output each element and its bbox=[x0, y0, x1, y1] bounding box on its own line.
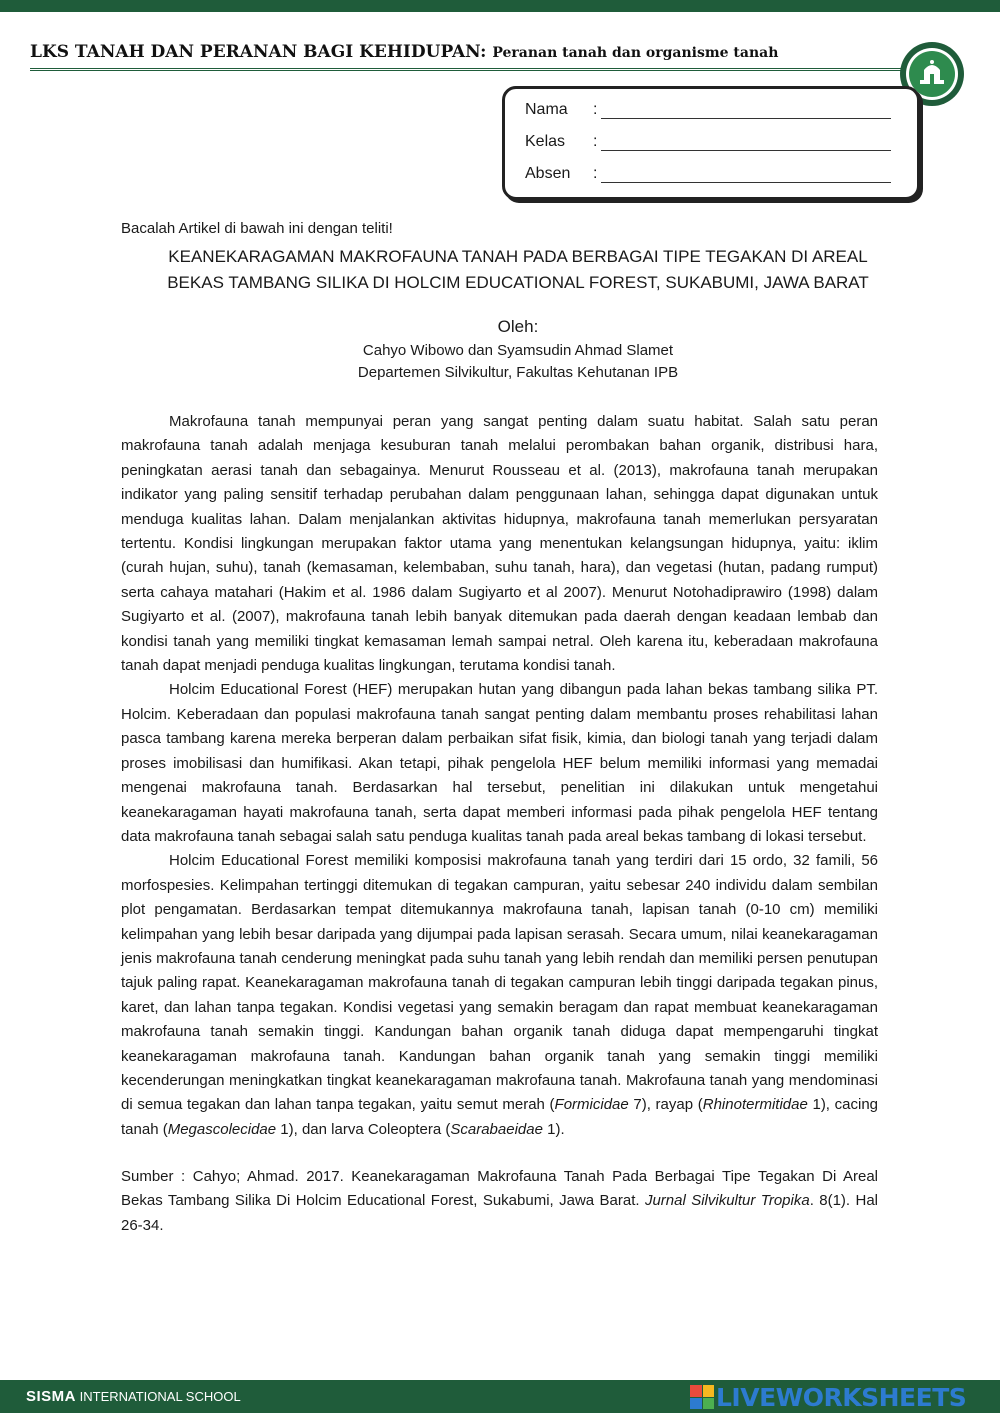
worksheet-title-main: LKS TANAH DAN PERANAN BAGI KEHIDUPAN: bbox=[30, 42, 487, 62]
taxon-name: Scarabaeidae bbox=[450, 1120, 543, 1138]
paragraph-3-text: Holcim Educational Forest memiliki komposisi makrofauna tanah yang terdiri dari 15 ordo, 32 famili, 56 morfospesies. Kelimpahan tertinggi ditemukan di tegakan campuran, yaitu sebesar 240 individu dalam sembilan plot pengamatan. Berdasarkan tempat ditemukannya makrofauna tanah, lapisan tanah (0-10 cm) memiliki kelimpahan yang lebih besar daripada yang dijumpai pada lapisan serasah. Secara umum, nilai keanekaragaman jenis makrofauna tanah cenderung meningkat pada suhu tanah yang lebih rendah dan memiliki persen penutupan tajuk paling rapat. Keanekaragaman makrofauna tanah di tegakan campuran lebih tinggi daripada tegakan pinus, karet, dan lahan tanpa tegakan. Kondisi vegetasi yang semakin beragam dan rapat membuat keanekaragaman makrofauna tanah semakin tinggi. Kandungan bahan organik tanah diduga dapat mempengaruhi tingkat keanekaragaman makrofauna tanah. Kandungan bahan organik tanah yang semakin tinggi memiliki kecenderungan meningkatkan tingkat keanekaragaman makrofauna tanah. Makrofauna tanah yang mendominasi di semua tegakan dan lahan tanpa tegakan, yaitu semut merah ( bbox=[121, 852, 878, 1114]
article-title bbox=[100, 244, 936, 296]
article-title-line: BEKAS TAMBANG SILIKA DI HOLCIM EDUCATIONAL FOREST, SUKABUMI, JAWA BARAT bbox=[167, 273, 869, 292]
absen-input-line[interactable] bbox=[601, 166, 891, 183]
article-byline bbox=[100, 316, 936, 384]
source-citation: Sumber : Cahyo; Ahmad. 2017. Keanekaragaman Makrofauna Tanah Pada Berbagai Tipe Tegakan Di Areal Bekas Tambang Silika Di Holcim Educational Forest, Sukabumi, Jawa Barat. bbox=[121, 1168, 878, 1210]
top-green-bar bbox=[0, 0, 1000, 12]
paragraph-3-text: 1), dan larva Coleoptera ( bbox=[276, 1120, 451, 1138]
nama-input-line[interactable] bbox=[601, 102, 891, 119]
worksheet-subtitle: Peranan tanah dan organisme tanah bbox=[492, 45, 779, 61]
identity-colon: : bbox=[593, 133, 598, 150]
source-citation-end: . 8(1). Hal 26-34. bbox=[121, 1192, 879, 1234]
article-authors: Cahyo Wibowo dan Syamsudin Ahmad Slamet bbox=[362, 342, 674, 359]
worksheet-title bbox=[30, 42, 778, 62]
paragraph-3-text: 1). bbox=[542, 1120, 565, 1138]
liveworksheets-brand[interactable] bbox=[690, 1381, 1000, 1413]
byline-oleh: Oleh: bbox=[497, 317, 539, 336]
identity-label: Nama bbox=[525, 101, 568, 118]
taxon-name: Formicidae bbox=[554, 1096, 629, 1114]
paragraph-3-text: 7), rayap ( bbox=[628, 1096, 703, 1114]
identity-row-absen bbox=[525, 165, 891, 183]
footer-school-rest: INTERNATIONAL SCHOOL bbox=[76, 1389, 241, 1404]
article-title-line: KEANEKARAGAMAN MAKROFAUNA TANAH PADA BERBAGAI TIPE TEGAKAN DI AREAL bbox=[168, 247, 868, 266]
identity-label: Absen bbox=[525, 165, 571, 182]
identity-row-kelas bbox=[525, 133, 891, 151]
source-journal: Jurnal Silvikultur Tropika bbox=[644, 1192, 810, 1210]
article-source bbox=[121, 1165, 878, 1238]
identity-colon: : bbox=[593, 165, 598, 182]
liveworksheets-logo-icon bbox=[690, 1385, 714, 1409]
student-identity-box bbox=[502, 86, 920, 200]
paragraph-3-text: 1), cacing tanah ( bbox=[121, 1096, 878, 1138]
article-paragraph-1: Makrofauna tanah mempunyai peran yang sangat penting dalam suatu habitat. Salah satu peran makrofauna tanah adalah menjaga kesuburan tanah melalui perombakan bahan organik, distribusi hara, peningkatan aerasi tanah dan sebagainya. Menurut Rousseau et al. (2013), makrofauna tanah merupakan indikator yang paling sensitif terhadap perubahan dalam penggunaan lahan, sehingga dapat digunakan untuk menduga kualitas lahan. Dalam menjalankan aktivitas hidupnya, makrofauna tanah memerlukan persyaratan tertentu. Kondisi lingkungan merupakan faktor utama yang menentukan kelangsungan hidupnya, yaitu: iklim (curah hujan, suhu), tanah (kemasaman, kelembaban, suhu tanah, hara), dan vegetasi (hutan, padang rumput) serta cahaya matahari (Hakim et al. 1986 dalam Sugiyarto et al 2007). Menurut Notohadiprawiro (1998) dalam Sugiyarto et al. (2007), makrofauna tanah lebih banyak ditemukan pada daerah dengan keadaan lembab dan kondisi tanah yang memiliki tingkat kemasaman lemah sampai netral. Oleh karena itu, keberadaan makrofauna tanah dapat menjadi penduga kualitas lingkungan, terutama kondisi tanah. bbox=[121, 413, 878, 675]
identity-label: Kelas bbox=[525, 133, 566, 150]
taxon-name: Rhinotermitidae bbox=[702, 1096, 808, 1114]
liveworksheets-wordmark: LIVEWORKSHEETS bbox=[716, 1382, 967, 1412]
article-body bbox=[121, 410, 878, 1142]
taxon-name: Megascolecidae bbox=[167, 1120, 277, 1138]
kelas-input-line[interactable] bbox=[601, 134, 891, 151]
article-affiliation: Departemen Silvikultur, Fakultas Kehutanan IPB bbox=[357, 364, 679, 381]
footer-school-name bbox=[26, 1388, 241, 1405]
identity-row-nama bbox=[525, 101, 891, 119]
article-paragraph-2: Holcim Educational Forest (HEF) merupakan hutan yang dibangun pada lahan bekas tambang silika PT. Holcim. Keberadaan dan populasi makrofauna tanah sangat penting dalam membantu proses rehabilitasi lahan pasca tambang karena mereka berperan dalam perbaikan sifat fisik, kimia, dan biologi tanah yang terjadi dalam proses imobilisasi dan humifikasi. Akan tetapi, pihak pengelola HEF belum memiliki informasi yang memadai mengenai makrofauna tanah. Berdasarkan hal tersebut, penelitian ini dilakukan untuk mengetahui keanekaragaman hayati makrofauna tanah, serta dapat memberi informasi pada pihak pengelola HEF tentang data makrofauna tanah sebagai salah satu penduga kualitas tanah pada areal bekas tambang di lokasi tersebut. bbox=[121, 681, 878, 845]
reading-instruction: Bacalah Artikel di bawah ini dengan teliti! bbox=[121, 220, 393, 237]
footer-school-bold: SISMA bbox=[26, 1388, 77, 1405]
article-paragraph-3 bbox=[121, 849, 878, 1142]
header-divider bbox=[30, 68, 910, 71]
identity-colon: : bbox=[593, 101, 598, 118]
